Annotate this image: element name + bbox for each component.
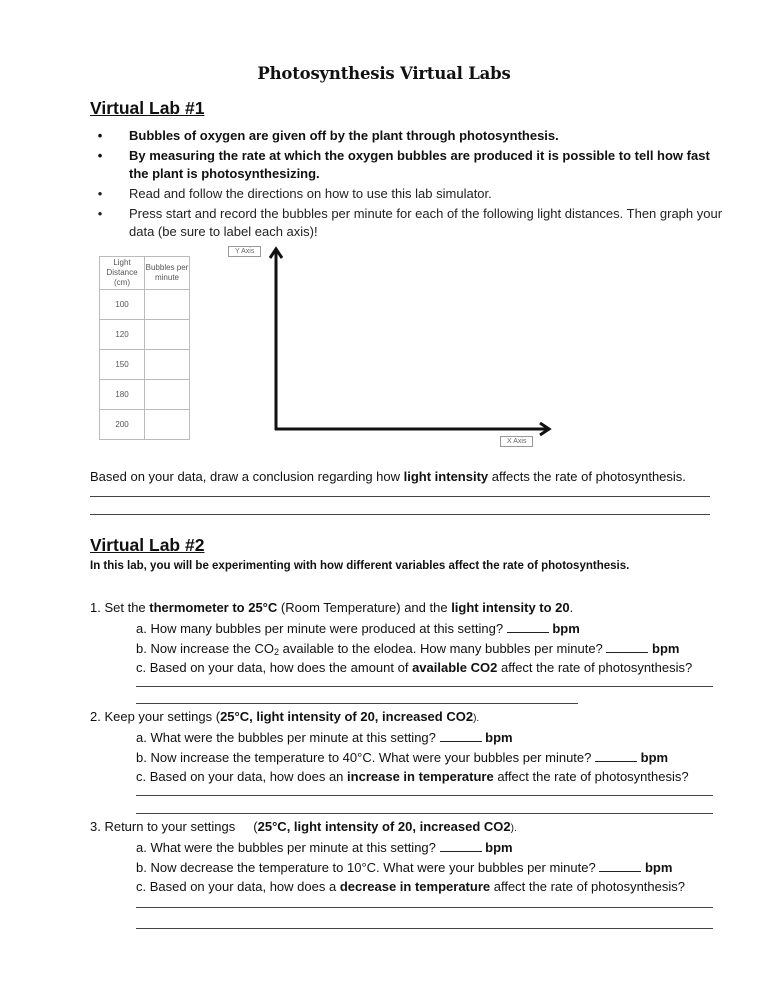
answer-line[interactable] — [136, 795, 713, 796]
q1-prompt: 1. Set the thermometer to 25°C (Room Temperature) and the light intensity to 20. — [90, 600, 574, 615]
q3c: c. Based on your data, how does a decrease in temperature affect the rate of photosynthesis? — [136, 879, 685, 894]
q3-prompt: 3. Return to your settings (25°C, light intensity of 20, increased CO2). — [90, 819, 517, 834]
bubbles-cell[interactable] — [145, 290, 190, 320]
blank-graph — [228, 243, 558, 448]
lab2-intro: In this lab, you will be experimenting with how different variables affect the rate of photosynthesis. — [90, 560, 630, 572]
q1b: b. Now increase the $CO_2$ available to the elodea. How many bubbles per minute? bpm — [136, 641, 680, 657]
answer-blank[interactable] — [595, 749, 637, 762]
distance-cell: 120 — [100, 320, 145, 350]
table-header-bubbles: Bubbles per minute — [145, 257, 190, 290]
q2a: a. What were the bubbles per minute at this setting? bpm — [136, 730, 513, 745]
bullet-dot-icon: • — [97, 148, 103, 163]
q2c: c. Based on your data, how does an increase in temperature affect the rate of photosynthesis? — [136, 769, 689, 784]
lab1-heading: Virtual Lab #1 — [90, 98, 205, 118]
table-header-light-distance: Light Distance (cm) — [100, 257, 145, 290]
bubbles-cell[interactable] — [145, 410, 190, 440]
answer-blank[interactable] — [507, 620, 549, 633]
bubbles-cell[interactable] — [145, 380, 190, 410]
y-axis-label: Y Axis — [228, 246, 261, 257]
table-row — [100, 320, 190, 350]
bullet-item: • By measuring the rate at which the oxygen bubbles are produced it is possible to tell how fast the plant is photosynthesizing. — [90, 147, 730, 183]
bubbles-cell[interactable] — [145, 320, 190, 350]
q2-prompt: 2. Keep your settings (25°C, light intensity of 20, increased CO2). — [90, 709, 480, 724]
answer-line[interactable] — [136, 928, 713, 929]
distance-cell: 100 — [100, 290, 145, 320]
q1c: c. Based on your data, how does the amount of available CO2 affect the rate of photosynthesis? — [136, 660, 693, 675]
q3a: a. What were the bubbles per minute at this setting? bpm — [136, 840, 513, 855]
lab2-heading: Virtual Lab #2 — [90, 535, 205, 555]
answer-line[interactable] — [136, 703, 578, 704]
bullet-item: • Bubbles of oxygen are given off by the plant through photosynthesis. — [90, 127, 730, 145]
bullet-dot-icon: • — [97, 128, 103, 143]
bullet-dot-icon: • — [97, 206, 103, 221]
answer-line[interactable] — [90, 496, 710, 497]
q1a: a. How many bubbles per minute were produced at this setting? bpm — [136, 621, 580, 636]
answer-blank[interactable] — [606, 640, 648, 653]
answer-line[interactable] — [90, 514, 710, 515]
lab1-conclusion-prompt: Based on your data, draw a conclusion regarding how light intensity affects the rate of photosynthesis. — [90, 469, 686, 484]
answer-blank[interactable] — [440, 729, 482, 742]
q3b: b. Now decrease the temperature to 10°C. What were your bubbles per minute? bpm — [136, 860, 673, 875]
distance-cell: 150 — [100, 350, 145, 380]
document-title: Photosynthesis Virtual Labs — [257, 64, 511, 83]
x-axis-label: X Axis — [500, 436, 533, 447]
bullet-item: • Press start and record the bubbles per minute for each of the following light distances. Then graph your data (be sure to label each axis)! — [90, 205, 730, 241]
table-row — [100, 380, 190, 410]
graph-axes — [228, 243, 558, 448]
bullet-item: • Read and follow the directions on how to use this lab simulator. — [90, 185, 730, 203]
table-row — [100, 410, 190, 440]
light-distance-table — [99, 256, 190, 440]
distance-cell: 200 — [100, 410, 145, 440]
q2b: b. Now increase the temperature to 40°C. What were your bubbles per minute? bpm — [136, 750, 669, 765]
table-row — [100, 290, 190, 320]
bullet-dot-icon: • — [97, 186, 103, 201]
answer-blank[interactable] — [440, 839, 482, 852]
distance-cell: 180 — [100, 380, 145, 410]
answer-blank[interactable] — [599, 859, 641, 872]
bubbles-cell[interactable] — [145, 350, 190, 380]
answer-line[interactable] — [136, 907, 713, 908]
table-row — [100, 350, 190, 380]
answer-line[interactable] — [136, 813, 713, 814]
answer-line[interactable] — [136, 686, 713, 687]
lab1-bullet-list — [90, 127, 730, 243]
